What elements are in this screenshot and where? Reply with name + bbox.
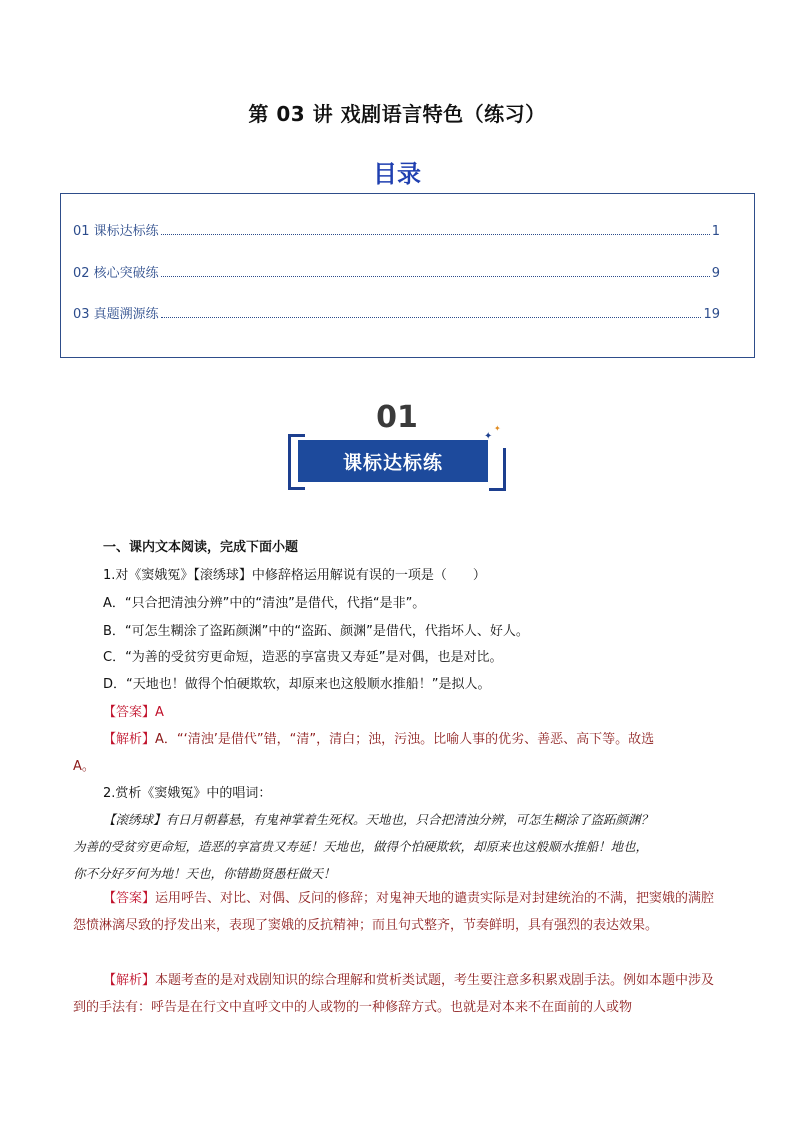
answer-tag: 【答案】 [103,891,156,906]
bracket-right-decoration [489,448,506,491]
table-of-contents [60,193,755,358]
part-heading: 一、课内文本阅读，完成下面小题 [103,540,299,555]
analysis-line [103,728,723,747]
analysis-text: A．“‘清浊’是借代”错，“清”，清白；浊，污浊。比喻人事的优劣、善恶、高下等。故选 [155,732,655,747]
analysis-paragraph [73,967,723,1021]
answer-text: 运用呼告、对比、对偶、反问的修辞；对鬼神天地的谴责实际是对封建统治的不满，把窦娥的满腔怨愤淋漓尽致的抒发出来，表现了窦娥的反抗精神；而且句式整齐，节奏鲜明，具有强烈的表达效果。 [73,891,715,933]
analysis-text-cont: A。 [73,759,95,774]
toc-entry-label: 01 课标达标练 [73,224,159,239]
analysis-tag: 【解析】 [103,732,156,747]
question-1-stem: 1.对《窦娥冤》【滚绣球】中修辞格运用解说有误的一项是（ ） [103,568,486,583]
option-a: A．“只合把清浊分辨”中的“清浊”是借代，代指“是非”。 [103,596,426,611]
toc-entry-page: 9 [711,266,720,281]
toc-heading: 目录 [373,160,421,188]
toc-leader-dots [161,276,710,277]
toc-leader-dots [161,234,710,235]
lyric-line: 为善的受贫穷更命短，造恶的享富贵又寿延！天地也，做得个怕硬欺软，却原来也这般顺水推船！地也， [73,839,649,854]
sparkle-icon: ✦ [494,424,501,433]
toc-entry[interactable] [73,220,720,239]
page-title: 第 03 讲 戏剧语言特色（练习） [248,102,546,126]
option-c: C．“为善的受贫穷更命短，造恶的享富贵又寿延”是对偶，也是对比。 [103,650,503,665]
option-d: D．“天地也！做得个怕硬欺软，却原来也这般顺水推船！”是拟人。 [103,677,491,692]
answer-line [103,701,723,720]
lyric-line: 【滚绣球】有日月朝暮悬，有鬼神掌着生死权。天地也，只合把清浊分辨，可怎生糊涂了盗跖颜渊？ [103,812,654,827]
toc-entry[interactable] [73,303,720,322]
toc-entry-page: 1 [711,224,720,239]
toc-entry-page: 19 [703,307,720,322]
toc-entry-label: 02 核心突破练 [73,266,159,281]
lyric-line: 你不分好歹何为地！天也，你错勘贤愚枉做天！ [73,866,336,881]
analysis-tag: 【解析】 [103,973,156,988]
analysis-text: 本题考查的是对戏剧知识的综合理解和赏析类试题，考生要注意多积累戏剧手法。例如本题中涉及到的手法有：呼告是在行文中直呼文中的人或物的一种修辞方式。也就是对本来不在面前的人或物 [73,973,715,1015]
answer-paragraph [73,885,723,939]
toc-entry[interactable] [73,262,720,281]
answer-value: A [155,705,164,720]
sparkle-icon: ✦ [484,431,493,442]
section-number: 01 [376,400,418,435]
option-b: B．“可怎生糊涂了盗跖颜渊”中的“盗跖、颜渊”是借代，代指坏人、好人。 [103,624,529,639]
question-2-stem: 2.赏析《窦娥冤》中的唱词： [103,786,272,801]
toc-leader-dots [161,317,702,318]
answer-tag: 【答案】 [103,705,156,720]
section-banner [284,424,510,492]
toc-entry-label: 03 真题溯源练 [73,307,159,322]
section-title: 课标达标练 [298,440,488,482]
